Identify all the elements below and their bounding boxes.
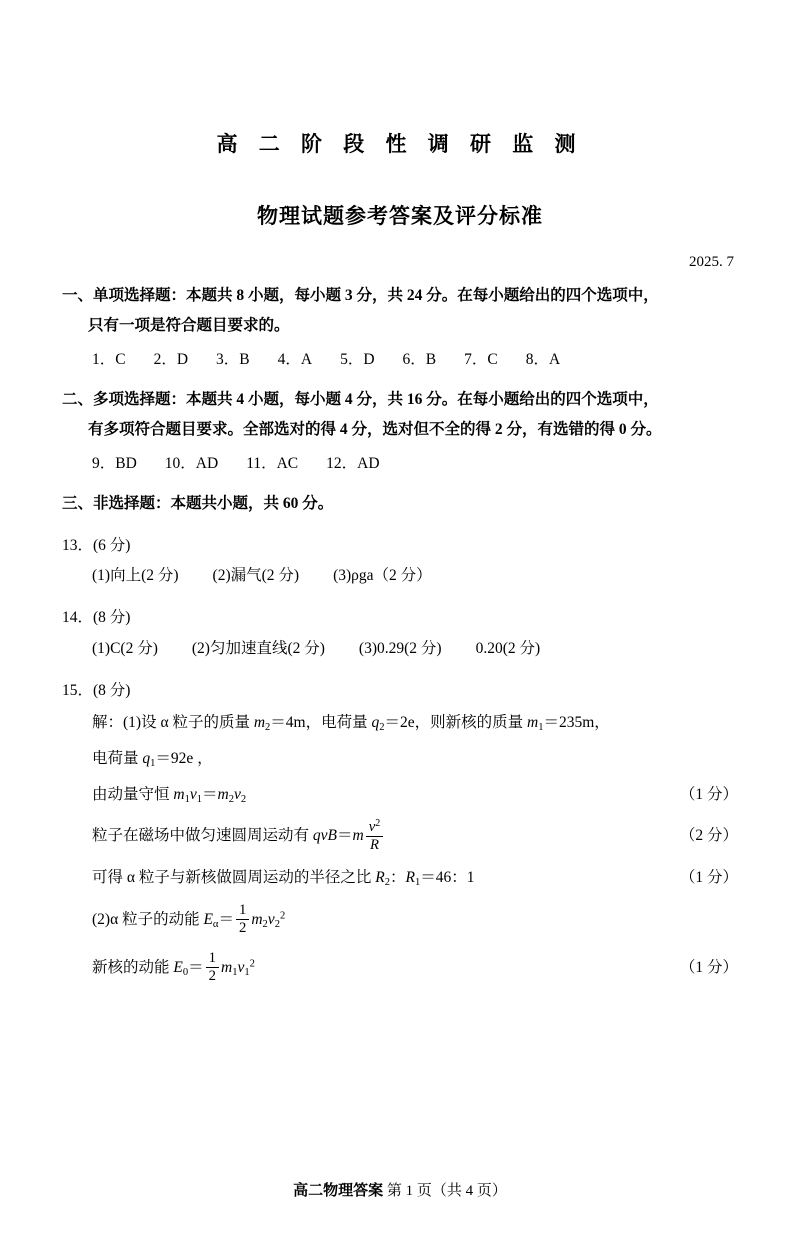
section-one-answers	[92, 345, 738, 374]
superscript: 2	[375, 818, 381, 830]
subscript: 2	[228, 793, 234, 805]
answer-part: (3)0.29(2 分)	[358, 639, 442, 657]
answer-item: 4．A	[277, 351, 313, 369]
question-13-number: 13．(6 分)	[62, 536, 131, 554]
answer-part: (1)C(2 分)	[92, 639, 158, 657]
symbol-m: m	[251, 910, 263, 928]
exam-date: 2025. 7	[689, 254, 734, 270]
section-two-heading: 二、多项选择题：本题共 4 小题，每小题 4 分，共 16 分。在每小题给出的四个选项中，	[62, 390, 659, 408]
answer-part: (3)ρga（2 分）	[333, 567, 432, 585]
answer-item: 11．AC	[246, 455, 299, 473]
symbol-E: E	[173, 958, 183, 976]
answer-item: 2．D	[153, 351, 189, 369]
symbol-m: m	[221, 958, 233, 976]
fraction-one-half	[206, 950, 219, 984]
symbol-q: q	[312, 827, 321, 845]
text-fragment: ＝235m，	[543, 714, 610, 732]
section-three-heading: 三、非选择题：本题共小题，共 60 分。	[62, 494, 334, 512]
question-15-solution-line-2	[92, 741, 738, 777]
text-fragment: 可得 α 粒子与新核做圆周运动的半径之比	[92, 869, 376, 887]
symbol-v: v	[368, 819, 376, 836]
section-one-heading: 一、单项选择题：本题共 8 小题，每小题 3 分，共 24 分。在每小题给出的四个选项中，	[62, 287, 659, 304]
answer-part: 0.20(2 分)	[475, 639, 541, 657]
question-15-solution-line-3	[92, 777, 738, 813]
text-fragment: 由动量守恒	[92, 785, 174, 803]
question-15-solution-line-6	[92, 896, 738, 944]
answer-item: 5．D	[340, 351, 375, 369]
answer-part: (2)匀加速直线(2 分)	[191, 639, 325, 657]
answer-item: 10．AD	[164, 455, 219, 473]
question-15-solution-line-4	[92, 812, 738, 860]
text-fragment: ＝2e，则新核的质量	[384, 714, 528, 732]
symbol-m1: m	[527, 714, 539, 732]
equals-sign: ＝	[188, 958, 204, 976]
footer-page-number: 第 1 页（共 4 页）	[386, 1183, 507, 1199]
subscript: 1	[232, 966, 238, 978]
question-15-solution-line-7	[92, 944, 738, 992]
text-fragment: 解：(1)设 α 粒子的质量	[92, 714, 254, 732]
symbol-v: v	[267, 910, 275, 928]
page-title: 高 二 阶 段 性 调 研 监 测	[216, 132, 584, 156]
superscript: 2	[279, 910, 286, 922]
question-14-answer	[92, 633, 738, 664]
answer-item: 7．C	[464, 351, 498, 369]
subscript: 0	[182, 966, 189, 978]
symbol-v: v	[234, 785, 241, 803]
fraction-v2-over-R	[366, 818, 384, 853]
text-fragment: 粒子在磁场中做匀速圆周运动有	[92, 827, 313, 845]
answer-part: (2)漏气(2 分)	[212, 567, 300, 585]
numerator: 1	[206, 950, 219, 967]
subscript: 1	[184, 793, 190, 805]
symbol-m: m	[352, 827, 364, 845]
subscript: α	[212, 918, 219, 930]
score-annotation: （1 分）	[679, 869, 738, 887]
section-two-heading-cont: 有多项符合题目要求。全部选对的得 4 分，选对但不全的得 2 分，有选错的得 0 分。	[88, 421, 662, 439]
equals-sign: ＝	[202, 785, 218, 803]
numerator: 1	[236, 902, 249, 919]
symbol-v: v	[237, 958, 245, 976]
text-fragment: 电荷量	[92, 749, 143, 767]
fraction-one-half	[236, 902, 249, 936]
subscript: 1	[244, 966, 250, 978]
answer-sheet-page	[0, 128, 800, 1252]
symbol-v: v	[189, 785, 197, 803]
equals-sign: ＝	[337, 827, 353, 845]
subscript: 1	[196, 793, 203, 805]
subscript: 2	[379, 722, 385, 734]
symbol-E: E	[203, 910, 213, 928]
subscript: 1	[150, 757, 156, 769]
answer-item: 8．A	[525, 351, 561, 369]
symbol-v: v	[320, 827, 328, 845]
symbol-B: B	[327, 827, 337, 845]
text-fragment: ＝4m，电荷量	[270, 714, 372, 732]
subscript: 1	[538, 722, 544, 734]
question-15-solution-line-5	[92, 860, 738, 896]
subscript: 2	[240, 793, 247, 805]
page-footer	[0, 1179, 800, 1200]
symbol-R: R	[375, 869, 385, 887]
symbol-m: m	[173, 785, 185, 803]
question-14-number: 14．(8 分)	[62, 609, 131, 627]
ratio-colon: ：	[389, 869, 406, 887]
text-fragment: (2)α 粒子的动能	[92, 910, 204, 928]
subscript: 2	[265, 722, 271, 734]
subscript: 2	[384, 877, 390, 889]
section-two-answers	[92, 449, 738, 478]
denominator: 2	[208, 967, 216, 984]
subscript: 2	[262, 918, 268, 930]
score-annotation: （1 分）	[679, 785, 738, 803]
question-15-solution-line-1	[92, 705, 738, 741]
subscript: 2	[274, 918, 280, 930]
symbol-q2: q	[371, 714, 380, 732]
footer-title: 高二物理答案	[293, 1183, 384, 1199]
score-annotation: （2 分）	[679, 827, 738, 845]
symbol-q1: q	[142, 749, 151, 767]
denominator: 2	[238, 919, 247, 936]
answer-item: 1．C	[92, 351, 126, 369]
page-subtitle: 物理试题参考答案及评分标准	[257, 204, 543, 228]
score-annotation: （1 分）	[679, 958, 738, 976]
answer-item: 12．AD	[326, 455, 380, 473]
subscript: 1	[414, 877, 421, 889]
answer-part: (1)向上(2 分)	[92, 567, 179, 585]
question-15-number: 15．(8 分)	[62, 681, 131, 699]
symbol-m2: m	[253, 714, 266, 732]
text-fragment: ＝46：1	[420, 869, 475, 887]
equals-sign: ＝	[218, 910, 234, 928]
symbol-R: R	[405, 869, 415, 887]
question-13-answer	[92, 560, 738, 591]
symbol-m: m	[217, 785, 229, 803]
symbol-R: R	[369, 836, 379, 853]
answer-item: 3．B	[216, 351, 250, 369]
section-one-heading-cont: 只有一项是符合题目要求的。	[88, 317, 290, 335]
answer-item: 9．BD	[92, 455, 137, 473]
answer-item: 6．B	[402, 351, 437, 369]
text-fragment: ＝92e ，	[155, 749, 213, 767]
superscript: 2	[249, 958, 255, 970]
text-fragment: 新核的动能	[92, 958, 174, 976]
